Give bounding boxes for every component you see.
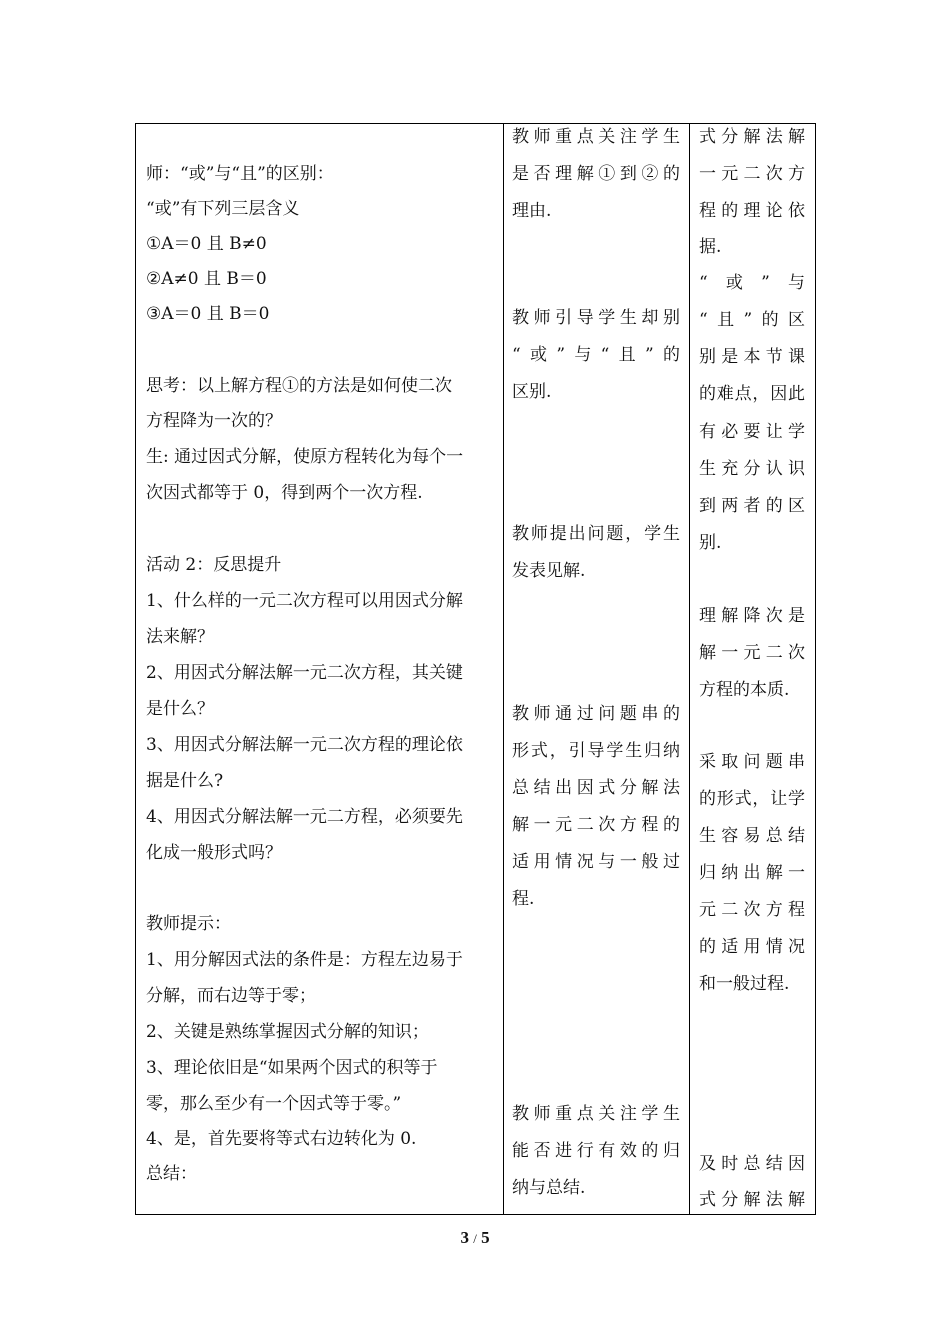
text-line: 法来解？ (146, 627, 214, 647)
text-line: 零，那么至少有一个因式等于零。” (146, 1094, 402, 1114)
text-line: 教师引导学生却别 (512, 308, 680, 328)
text-line: 生容易总结 (699, 826, 805, 846)
text-line: 次因式都等于 0，得到两个一次方程. (146, 483, 423, 503)
text-line: 区别. (512, 382, 552, 402)
current-page: 3 (460, 1228, 469, 1247)
text-line: 的适用情况 (699, 937, 805, 957)
text-line: 化成一般形式吗？ (146, 843, 282, 863)
text-line: 师：“或”与“且”的区别： (146, 164, 334, 184)
text-line: 和一般过程. (699, 974, 790, 994)
text-line: 生: 通过因式分解，使原方程转化为每个一 (146, 447, 464, 467)
text-line: ②A≠0 且 B＝0 (146, 269, 267, 289)
text-line: 4、是，首先要将等式右边转化为 0. (146, 1129, 417, 1149)
text-line: 发表见解. (512, 561, 586, 581)
text-line: 有必要让学 (699, 422, 805, 442)
text-line: 方程的本质. (699, 680, 790, 700)
text-line: 是否理解①到②的 (512, 164, 680, 184)
text-line: 解一元二次 (699, 643, 805, 663)
text-line: 总结： (146, 1164, 197, 1184)
text-line: 教师重点关注学生 (512, 1104, 680, 1124)
text-line: 分解，而右边等于零； (146, 986, 316, 1006)
text-line: “或”有下列三层含义 (146, 199, 300, 219)
text-line: 一元二次方 (699, 164, 805, 184)
text-line: 程. (512, 889, 535, 909)
text-line: 方程降为一次的？ (146, 411, 282, 431)
text-line: 别. (699, 533, 722, 553)
text-line: 元二次方程 (699, 900, 805, 920)
text-line: 的难点，因此 (699, 384, 805, 404)
text-line: 总结出因式分解法 (512, 778, 680, 798)
text-line: 形式，引导学生归纳 (512, 741, 680, 761)
page-number (0, 1228, 950, 1248)
text-line: 解一元二次方程的 (512, 815, 680, 835)
text-line: 生充分认识 (699, 459, 805, 479)
text-line: 纳与总结. (512, 1178, 586, 1198)
text-line: 理由. (512, 201, 552, 221)
text-line: 3、用因式分解法解一元二次方程的理论依 (146, 735, 463, 755)
text-line: 理解降次是 (699, 606, 805, 626)
page-separator: / (473, 1231, 477, 1246)
text-line: 3、理论依旧是“如果两个因式的积等于 (146, 1058, 438, 1078)
text-line: 别是本节课 (699, 347, 805, 367)
text-line: 教师重点关注学生 (512, 127, 680, 147)
text-line: 到两者的区 (699, 496, 805, 516)
text-line: 据是什么? (146, 771, 224, 791)
text-line: ①A＝0 且 B≠0 (146, 234, 267, 254)
text-line: 4、用因式分解法解一元二方程，必须要先 (146, 807, 463, 827)
text-line: ③A＝0 且 B＝0 (146, 304, 270, 324)
text-line: 式分解法解 (699, 127, 805, 147)
text-line: 1、用分解因式法的条件是：方程左边易于 (146, 950, 463, 970)
text-line: 是什么？ (146, 699, 214, 719)
total-pages: 5 (481, 1228, 490, 1247)
text-line: 教师提示： (146, 914, 231, 934)
text-line: 及时总结因 (699, 1154, 805, 1174)
lesson-table (135, 123, 816, 1215)
text-line: 能否进行有效的归 (512, 1141, 680, 1161)
column-divider (503, 124, 504, 1214)
text-line: 归纳出解一 (699, 863, 805, 883)
text-line: 据. (699, 237, 722, 257)
text-line: 的形式，让学 (699, 789, 805, 809)
column-divider (689, 124, 690, 1214)
text-line: 思考：以上解方程①的方法是如何使二次 (146, 376, 452, 396)
text-line: 活动 2：反思提升 (146, 555, 282, 575)
text-line: 教师通过问题串的 (512, 704, 680, 724)
text-line: 程的理论依 (699, 201, 805, 221)
text-line: 2、关键是熟练掌握因式分解的知识； (146, 1022, 429, 1042)
text-line: “或”与“且”的 (512, 345, 680, 365)
text-line: 式分解法解 (699, 1190, 805, 1210)
text-line: 教师提出问题，学生 (512, 524, 680, 544)
text-line: “且”的区 (699, 310, 805, 330)
text-line: 1、什么样的一元二次方程可以用因式分解 (146, 591, 463, 611)
text-line: 采取问题串 (699, 752, 805, 772)
text-line: 适用情况与一般过 (512, 852, 680, 872)
text-line: “或”与 (699, 273, 805, 293)
text-line: 2、用因式分解法解一元二次方程，其关键 (146, 663, 463, 683)
